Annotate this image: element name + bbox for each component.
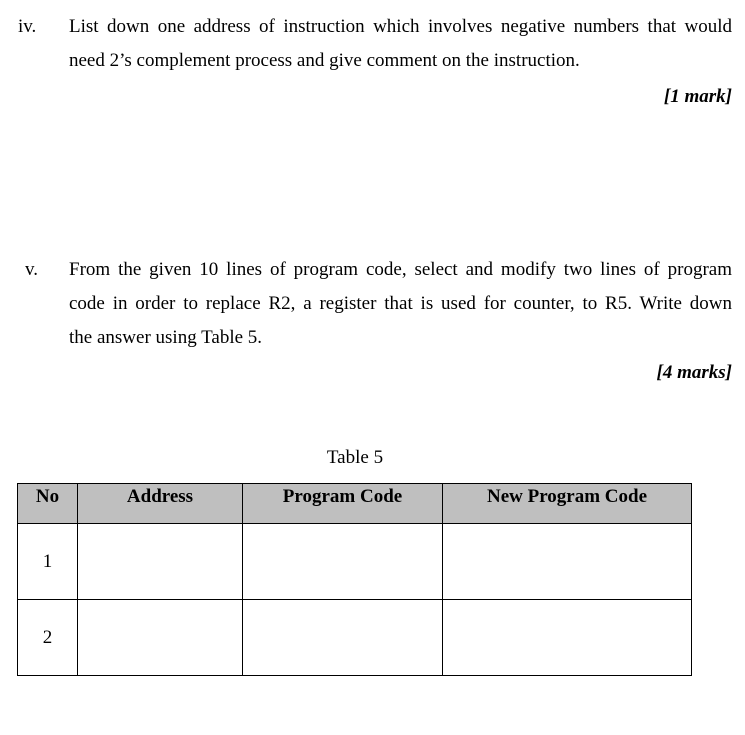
program-code-cell[interactable]	[243, 600, 443, 676]
header-new-program-code: New Program Code	[443, 484, 692, 524]
question-v-marks: [4 marks]	[656, 362, 732, 383]
header-address: Address	[78, 484, 243, 524]
new-program-code-cell[interactable]	[443, 600, 692, 676]
question-iv-marks: [1 mark]	[663, 86, 732, 107]
question-v-line-3: the answer using Table 5.	[69, 327, 263, 348]
table-row	[18, 600, 692, 676]
question-iv-number: iv.	[18, 16, 37, 37]
new-program-code-cell[interactable]	[443, 524, 692, 600]
table-header-row	[18, 484, 692, 524]
address-cell[interactable]	[78, 524, 243, 600]
question-v-number: v.	[25, 259, 39, 280]
row-number-cell: 2	[18, 600, 78, 676]
question-v-line-2: code in order to replace R2, a register that is used for counter, to R5. Write down	[69, 293, 732, 314]
address-cell[interactable]	[78, 600, 243, 676]
question-v-line-1: From the given 10 lines of program code, select and modify two lines of program	[69, 259, 732, 280]
table-caption: Table 5	[326, 447, 384, 468]
header-no: No	[18, 484, 78, 524]
question-iv-line-1: List down one address of instruction which involves negative numbers that would	[69, 16, 732, 37]
question-iv-line-2: need 2’s complement process and give comment on the instruction.	[69, 50, 580, 71]
row-number-cell: 1	[18, 524, 78, 600]
header-program-code: Program Code	[243, 484, 443, 524]
program-code-cell[interactable]	[243, 524, 443, 600]
table-row	[18, 524, 692, 600]
answer-table	[17, 483, 692, 676]
